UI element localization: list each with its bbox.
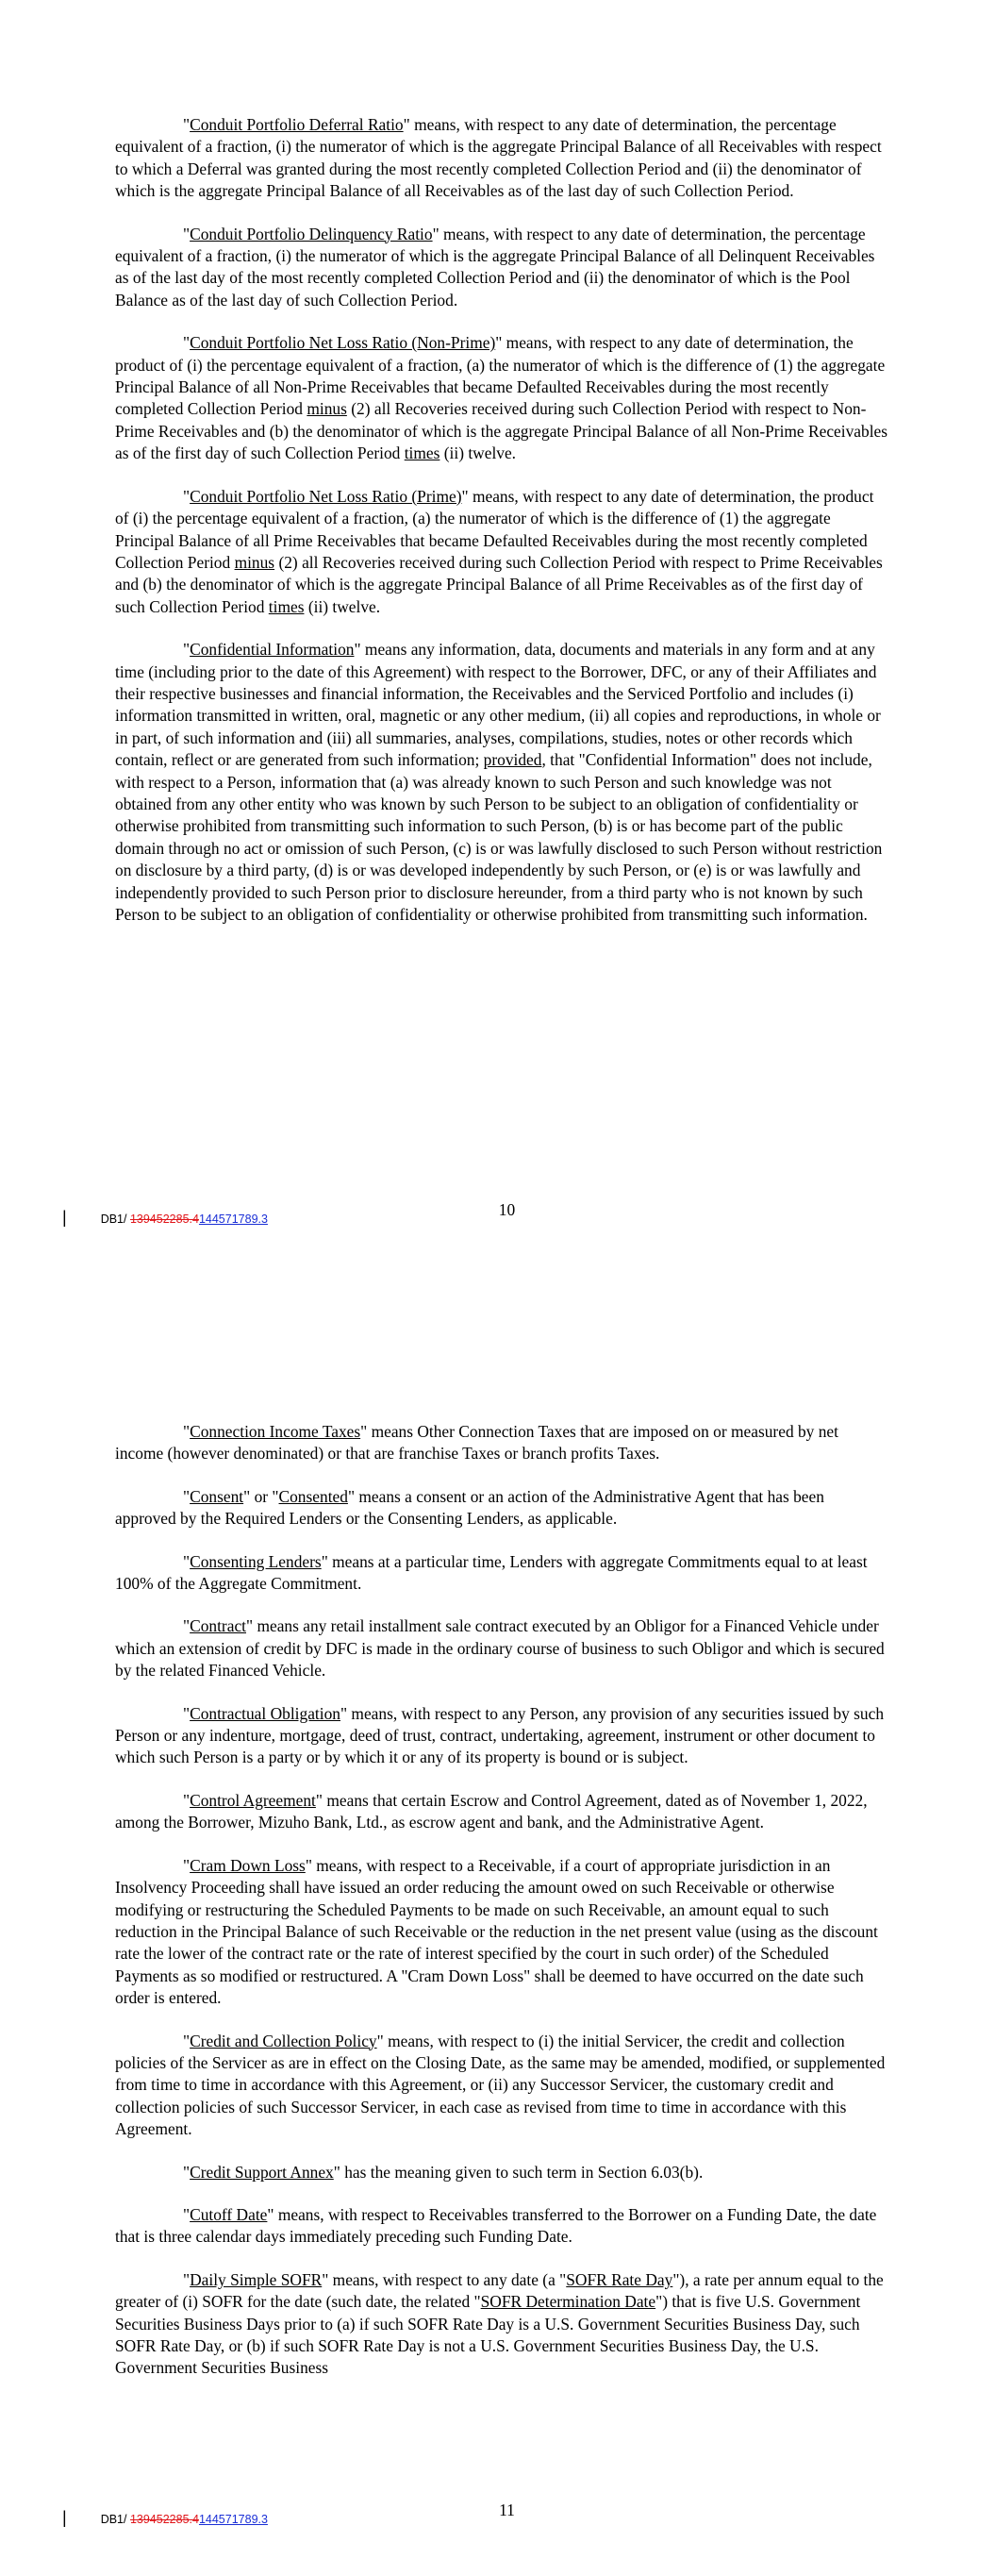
paragraph-text: " [183,1551,191,1571]
defined-term: provided [483,750,542,770]
defined-term: SOFR Rate Day [566,2269,673,2289]
defined-term: Conduit Portfolio Net Loss Ratio (Prime) [190,486,462,506]
defined-term: Connection Income Taxes [190,1422,361,1441]
doc-id-inserted: 144571789.3 [198,2513,268,2526]
defined-term: Cram Down Loss [190,1855,306,1875]
paragraph-text: " means at a particular time, Lenders with aggregate Commitments equal to at least 100% of the Aggregate Commitment. [115,1551,868,1594]
defined-term: Contract [190,1616,246,1636]
paragraph-text: (2) all Recoveries received during such Collection Period with respect to Non-Prime Receivables and (b) the denominator of which is the aggregate Principal Balance of all Non-Prime Receivables as of the first day of such Collection Period [115,399,888,463]
definition-paragraph [115,224,888,312]
paragraph-text: " [183,1422,191,1441]
paragraph-text: " [183,640,191,660]
paragraph-text: " means Other Connection Taxes that are imposed on or measured by net income (however denominated) or that are franchise Taxes or branch profits Taxes. [115,1422,838,1464]
document-id-footer [62,2508,268,2528]
paragraph-text: " means, with respect to (i) the initial Servicer, the credit and collection policies of the Servicer as are in effect on the Closing Date, as the same may be amended, modified, or supplemented from time to time in accordance with this Agreement, or (ii) any Successor Servicer, the customary credit and collection policies of such Successor Servicer, in each case as revised from time to time in accordance with this Agreement. [115,2031,886,2139]
doc-id-inserted: 144571789.3 [198,1213,268,1226]
doc-id-deleted: 139452285.4 [129,1213,199,1226]
page-body [115,1421,888,2400]
defined-term: minus [307,399,347,419]
paragraph-text: (2) all Recoveries received during such Collection Period with respect to Prime Receivables and (b) the denominator of which is the aggregate Principal Balance of all Prime Receivables as of the first day of such Collection Period [115,552,883,616]
paragraph-text: " [183,1855,191,1875]
document-page-11 [0,1283,995,2576]
definition-paragraph [115,1421,888,1465]
paragraph-text: " means, with respect to any date of determination, the product of (i) the percentage equivalent of a fraction, (a) the numerator of which is the difference of (1) the aggregate Principal Balance of all Non-Prime Receivables that became Defaulted Receivables during the most recently completed Collection Period [115,333,886,419]
document-id-footer [62,1208,268,1228]
defined-term: minus [234,552,275,572]
doc-id-deleted: 139452285.4 [129,2513,199,2526]
paragraph-text: " means any information, data, documents and materials in any form and at any time (including prior to the date of this Agreement) with respect to the Borrower, DFC, or any of their Affiliates and their respective businesses and financial information, the Receivables and the Serviced Portfolio and includes (i) information transmitted in written, oral, magnetic or any other medium, (ii) all copies and reproductions, in whole or in part, of such information and (iii) all summaries, analyses, compilations, studies, notes or other records which contain, reflect or are generated from such information; [115,640,881,770]
definition-paragraph [115,1855,888,2010]
paragraph-text: " [183,2269,191,2289]
paragraph-text: " means a consent or an action of the Administrative Agent that has been approved by the Required Lenders or the Consenting Lenders, as applicable. [115,1486,824,1529]
definition-paragraph [115,2162,888,2183]
paragraph-text: " [183,1703,191,1723]
defined-term: Consenting Lenders [190,1551,322,1571]
paragraph-text: " [183,333,191,353]
defined-term: Consented [278,1486,348,1506]
paragraph-text: " means, with respect to any date of determination, the product of (i) the percentage equivalent of a fraction, (a) the numerator of which is the difference of (1) the aggregate Principal Balance of all Prime Receivables that became Defaulted Receivables during the most recently completed Collection Period [115,486,874,572]
paragraph-text: " means, with respect to any date of determination, the percentage equivalent of a fraction, (i) the numerator of which is the aggregate Principal Balance of all Delinquent Receivables as of the last day of the most recently completed Collection Period and (ii) the denominator of which is the Pool Balance as of the last day of such Collection Period. [115,224,875,309]
paragraph-text: " [183,486,191,506]
paragraph-text: " [183,1616,191,1636]
definition-paragraph [115,1615,888,1681]
defined-term: Cutoff Date [190,2204,268,2224]
defined-term: times [404,443,440,463]
paragraph-text: " means, with respect to any date of determination, the percentage equivalent of a fraction, (i) the numerator of which is the aggregate Principal Balance of all Receivables with respect to which a Deferral was granted during the most recently completed Collection Period and (ii) the denominator of which is the aggregate Principal Balance of all Receivables as of the last day of such Collection Period. [115,115,882,201]
defined-term: Confidential Information [190,640,355,660]
defined-term: Credit and Collection Policy [190,2031,377,2050]
defined-term: SOFR Determination Date [480,2292,656,2312]
paragraph-text: " has the meaning given to such term in Section 6.03(b). [333,2162,704,2182]
paragraph-text: " [183,224,191,243]
paragraph-text: (ii) twelve. [304,596,381,616]
definition-paragraph [115,332,888,464]
paragraph-text: (ii) twelve. [439,443,517,463]
definition-paragraph [115,486,888,618]
defined-term: Daily Simple SOFR [190,2269,323,2289]
paragraph-text: " [183,2162,191,2182]
definition-paragraph [115,1790,888,1834]
defined-term: Conduit Portfolio Net Loss Ratio (Non-Prime) [190,333,496,353]
paragraph-text: ") that is five U.S. Government Securities Business Days prior to (a) if such SOFR Rate Day is a U.S. Government Securities Business Day, such SOFR Rate Day, or (b) if such SOFR Rate Day is not a U.S. Government Securities Business Day, the U.S. Government Securities Business [115,2292,861,2378]
page-number: 10 [498,1200,516,1219]
change-bar: | [62,1208,67,1227]
paragraph-text: " [183,1790,191,1810]
definition-paragraph [115,1486,888,1531]
paragraph-text: " means any retail installment sale contract executed by an Obligor for a Financed Vehicle under which an extension of credit by DFC is made in the ordinary course of business to such Obligor and which is secured by the related Financed Vehicle. [115,1616,885,1681]
definition-paragraph [115,2031,888,2141]
paragraph-text: " [183,115,191,134]
definition-paragraph [115,2269,888,2380]
doc-id-prefix: DB1/ [100,1213,130,1226]
definition-paragraph [115,639,888,926]
paragraph-text: " [183,2031,191,2050]
change-bar: | [62,2508,67,2527]
page-body [115,114,888,946]
paragraph-text: " means that certain Escrow and Control Agreement, dated as of November 1, 2022, among the Borrower, Mizuho Bank, Ltd., as escrow agent and bank, and the Administrative Agent. [115,1790,868,1832]
paragraph-text: " means, with respect to a Receivable, if a court of appropriate jurisdiction in an Insolvency Proceeding shall have issued an order reducing the amount owed on such Receivable or otherwise modifying or restructuring the Scheduled Payments to be made on such Receivable, an amount equal to such reduction in the Principal Balance of such Receivable or the reduction in the net present value (using as the discount rate the lower of the contract rate or the rate of interest specified by the court in such order) of the Scheduled Payments as so modified or restructured. A "Cram Down Loss" shall be deemed to have occurred on the date such order is entered. [115,1855,878,2008]
definition-paragraph [115,114,888,203]
definition-paragraph [115,2204,888,2249]
defined-term: Control Agreement [190,1790,316,1810]
defined-term: Conduit Portfolio Delinquency Ratio [190,224,433,243]
paragraph-text: " or " [243,1486,279,1506]
paragraph-text: " [183,1486,191,1506]
defined-term: Contractual Obligation [190,1703,340,1723]
paragraph-text: " means, with respect to any date (a " [322,2269,567,2289]
defined-term: Conduit Portfolio Deferral Ratio [190,115,404,134]
paragraph-text: " means, with respect to any Person, any provision of any securities issued by such Person or any indenture, mortgage, deed of trust, contract, undertaking, agreement, instrument or other document to which such Person is a party or by which it or any of its property is bound or is subject. [115,1703,885,1767]
paragraph-text: " [183,2204,191,2224]
document-page-10 [0,0,995,1283]
definition-paragraph [115,1551,888,1596]
doc-id-prefix: DB1/ [100,2513,130,2526]
defined-term: Consent [190,1486,244,1506]
defined-term: times [268,596,305,616]
defined-term: Credit Support Annex [190,2162,334,2182]
paragraph-text: "), a rate per annum equal to the greater of (i) SOFR for the date (such date, the related " [115,2269,884,2312]
definition-paragraph [115,1703,888,1769]
page-number: 11 [499,2501,515,2519]
paragraph-text: , that "Confidential Information" does not include, with respect to a Person, information that (a) was already known to such Person and such knowledge was not obtained from any other entity who was known by such Person to be subject to an obligation of confidentiality or otherwise prohibited from transmitting such information to such Person, (b) is or has become part of the public domain through no act or omission of such Person, (c) is or was lawfully disclosed to such Person without restriction on disclosure by a third party, (d) is or was developed independently by such Person, or (e) is or was lawfully and independently provided to such Person prior to disclosure hereunder, from a third party who is not known by such Person to be subject to an obligation of confidentiality or otherwise prohibited from transmitting such information. [115,750,883,924]
paragraph-text: " means, with respect to Receivables transferred to the Borrower on a Funding Date, the date that is three calendar days immediately preceding such Funding Date. [115,2204,877,2247]
